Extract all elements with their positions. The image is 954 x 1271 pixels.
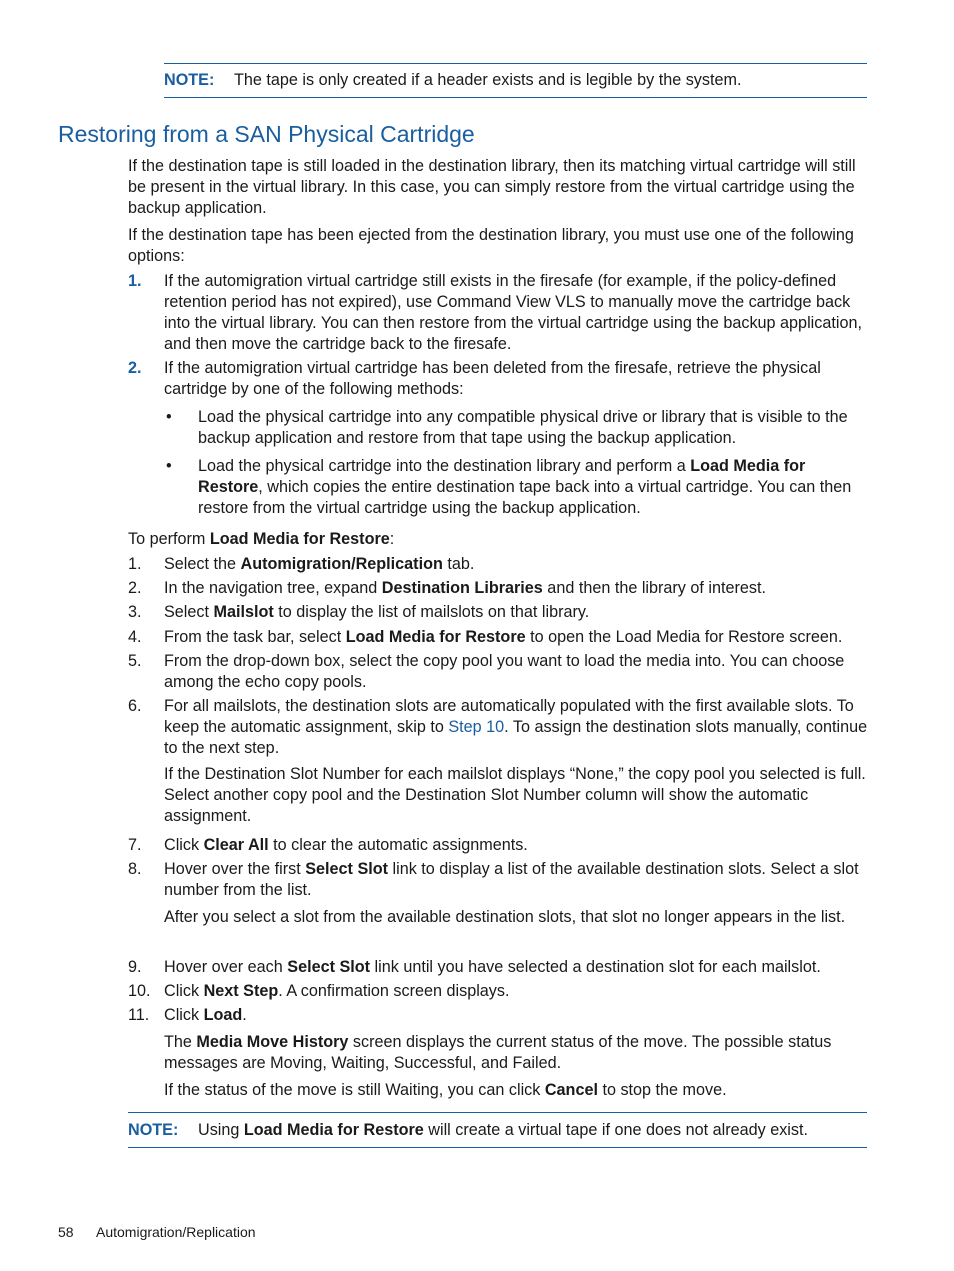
step-text: From the task bar, select Load Media for Restore to open the Load Media for Restore screen. xyxy=(164,628,843,646)
note-bottom xyxy=(128,1112,867,1148)
step-text: For all mailslots, the destination slots are automatically populated with the first available slots. To keep the automatic assignment, skip to Step 10. To assign the destination slots manually, continue to the next step. xyxy=(164,697,868,757)
bullet-icon: • xyxy=(166,457,172,475)
step-text: Hover over the first Select Slot link to display a list of the available destination slots. Select a slot number from the list. xyxy=(164,860,859,899)
footer-section: Automigration/Replication xyxy=(96,1224,256,1240)
note-label: NOTE: xyxy=(128,1120,179,1139)
option-text: If the automigration virtual cartridge has been deleted from the firesafe, retrieve the physical cartridge by one of the following methods: xyxy=(164,359,821,398)
step-note: If the status of the move is still Waiting, you can click Cancel to stop the move. xyxy=(164,1081,727,1099)
option-number: 2. xyxy=(128,359,142,377)
perform-intro: To perform Load Media for Restore: xyxy=(128,530,395,548)
step-note: The Media Move History screen displays the current status of the move. The possible status messages are Moving, Waiting, Successful, and Failed. xyxy=(164,1033,832,1072)
step-number: 9. xyxy=(128,958,142,976)
step-text: Select Mailslot to display the list of mailslots on that library. xyxy=(164,603,590,621)
step-number: 10. xyxy=(128,982,151,1000)
step-note: After you select a slot from the available destination slots, that slot no longer appears in the list. xyxy=(164,908,846,926)
intro-paragraph-2: If the destination tape has been ejected from the destination library, you must use one of the following options: xyxy=(128,226,854,265)
step-number: 2. xyxy=(128,579,142,597)
note-text: The tape is only created if a header exists and is legible by the system. xyxy=(234,71,742,89)
step-number: 6. xyxy=(128,697,142,715)
step-number: 7. xyxy=(128,836,142,854)
step-number: 5. xyxy=(128,652,142,670)
note-top xyxy=(164,63,867,98)
step-text: Hover over each Select Slot link until you have selected a destination slot for each mailslot. xyxy=(164,958,821,976)
step-text: Click Next Step. A confirmation screen displays. xyxy=(164,982,510,1000)
step-text: Click Clear All to clear the automatic assignments. xyxy=(164,836,528,854)
bullet-text: Load the physical cartridge into the destination library and perform a Load Media for Restore, which copies the entire destination tape back into a virtual cartridge. You can then restore from the virtual cartridge using the backup application. xyxy=(198,457,852,517)
step-text: Select the Automigration/Replication tab. xyxy=(164,555,475,573)
note-text: Using Load Media for Restore will create a virtual tape if one does not already exist. xyxy=(198,1120,808,1139)
step-number: 4. xyxy=(128,628,142,646)
step-text: In the navigation tree, expand Destination Libraries and then the library of interest. xyxy=(164,579,766,597)
step-text: Click Load. xyxy=(164,1006,247,1024)
intro-paragraph-1: If the destination tape is still loaded in the destination library, then its matching virtual cartridge will still be present in the virtual library. In this case, you can simply restore from the virtual cartridge using the backup application. xyxy=(128,157,856,217)
option-text: If the automigration virtual cartridge still exists in the firesafe (for example, if the policy-defined retention period has not expired), use Command View VLS to manually move the cartridge back into the virtual library. You can then restore from the virtual cartridge using the backup application, and then move the cartridge back to the firesafe. xyxy=(164,272,862,353)
section-title: Restoring from a SAN Physical Cartridge xyxy=(58,121,475,147)
step-number: 3. xyxy=(128,603,142,621)
bullet-icon: • xyxy=(166,408,172,426)
page-number: 58 xyxy=(58,1224,74,1240)
step-number: 1. xyxy=(128,555,142,573)
step-number: 8. xyxy=(128,860,142,878)
step-text: From the drop-down box, select the copy pool you want to load the media into. You can choose among the echo copy pools. xyxy=(164,652,845,691)
option-number: 1. xyxy=(128,272,142,290)
step-10-link[interactable]: Step 10 xyxy=(448,718,505,736)
step-note: If the Destination Slot Number for each mailslot displays “None,” the copy pool you selected is full. Select another copy pool and the Destination Slot Number column will show the automatic assignment. xyxy=(164,765,866,825)
note-label: NOTE: xyxy=(164,71,215,89)
bullet-text: Load the physical cartridge into any compatible physical drive or library that is visible to the backup application and restore from that tape using the backup application. xyxy=(198,408,848,447)
step-number: 11. xyxy=(128,1006,150,1024)
